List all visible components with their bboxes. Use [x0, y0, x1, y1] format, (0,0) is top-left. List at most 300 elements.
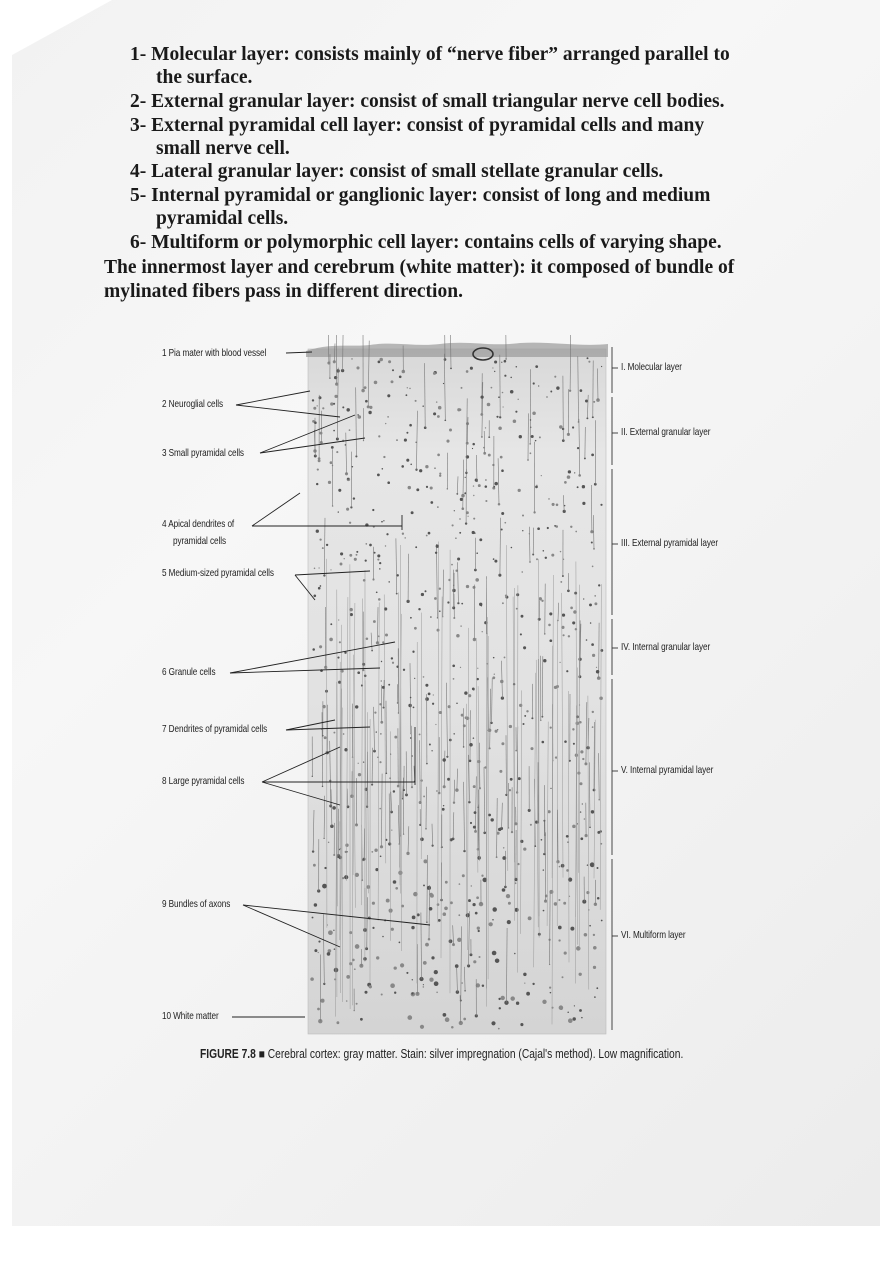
cell-dot [485, 479, 487, 481]
cell-dot [419, 469, 422, 472]
cell-dot [372, 509, 374, 511]
cell-dot [318, 587, 321, 590]
cell-dot [517, 399, 518, 400]
cell-dot [494, 360, 497, 363]
cell-dot [559, 662, 560, 663]
cell-dot [563, 902, 566, 905]
cell-dot [316, 530, 319, 533]
cell-dot [508, 902, 511, 905]
cell-dot [435, 552, 437, 554]
cell-dot [423, 884, 425, 886]
cell-dot [388, 684, 390, 686]
cell-dot [386, 533, 388, 535]
cell-dot [492, 951, 497, 956]
cell-dot [312, 399, 314, 401]
cell-dot [539, 436, 541, 438]
cell-dot [392, 369, 394, 371]
cell-dot [420, 1025, 424, 1029]
cell-dot [459, 883, 461, 885]
cell-dot [572, 621, 575, 624]
cell-dot [545, 557, 547, 559]
cell-dot [371, 851, 373, 853]
cell-dot [501, 469, 504, 472]
cell-dot [379, 808, 381, 810]
cell-dot [559, 866, 561, 868]
cell-dot [373, 620, 376, 623]
cell-dot [356, 551, 358, 553]
cell-dot [523, 646, 526, 649]
cell-dot [313, 594, 316, 597]
cell-dot [439, 711, 442, 714]
cell-dot [446, 440, 449, 443]
cell-dot [480, 395, 483, 398]
cell-dot [454, 510, 455, 511]
cell-dot [346, 1000, 348, 1002]
cell-dot [504, 656, 506, 658]
cell-dot [556, 504, 559, 507]
cell-dot [523, 847, 526, 850]
cell-dot [562, 976, 564, 978]
cell-dot [584, 933, 588, 937]
cell-dot [425, 465, 428, 468]
cell-dot [437, 454, 440, 457]
cell-dot [428, 693, 431, 696]
cell-dot [377, 473, 380, 476]
cell-dot [412, 916, 416, 920]
cortex-figure [140, 335, 760, 1055]
cell-dot [502, 392, 504, 394]
cell-dot [372, 927, 374, 929]
label-layer-ii: II. External granular layer [621, 426, 711, 438]
cell-dot [492, 907, 496, 911]
cell-dot [567, 841, 568, 842]
cell-dot [429, 978, 433, 982]
cell-dot [501, 996, 505, 1000]
cell-dot [472, 448, 473, 449]
label-pia-mater: 1 Pia mater with blood vessel [162, 347, 267, 359]
cell-dot [391, 657, 393, 659]
cell-dot [541, 741, 544, 744]
cell-dot [328, 842, 329, 843]
cell-dot [422, 405, 424, 407]
cell-dot [570, 607, 573, 610]
cell-dot [399, 942, 401, 944]
cell-dot [530, 824, 532, 826]
cell-dot [494, 371, 495, 372]
cell-dot [583, 598, 584, 599]
cell-dot [456, 702, 458, 704]
cell-dot [333, 403, 335, 405]
cell-dot [503, 847, 504, 848]
cell-dot [426, 486, 428, 488]
cell-dot [434, 981, 439, 986]
cell-dot [408, 486, 411, 489]
cell-dot [495, 958, 500, 963]
cell-dot [453, 678, 455, 680]
label-neuroglial-cells: 2 Neuroglial cells [162, 398, 223, 410]
cell-dot [394, 992, 396, 994]
cell-dot [498, 998, 500, 1000]
cell-dot [331, 446, 334, 449]
cell-dot [432, 703, 434, 705]
cell-dot [463, 724, 466, 727]
cell-dot [439, 473, 441, 475]
cell-dot [322, 547, 324, 549]
cell-dot [445, 1017, 450, 1022]
cell-dot [481, 875, 483, 877]
cell-dot [509, 789, 511, 791]
cell-dot [461, 603, 463, 605]
cell-dot [415, 400, 417, 402]
cell-dot [357, 671, 360, 674]
cell-dot [465, 477, 466, 478]
cell-dot [522, 530, 523, 531]
list-item-1-cont: the surface. [156, 67, 253, 88]
cell-dot [433, 412, 436, 415]
cell-dot [568, 470, 571, 473]
cell-dot [473, 586, 476, 589]
cell-dot [463, 1018, 466, 1021]
cell-dot [567, 475, 571, 479]
cell-dot [598, 584, 600, 586]
cell-dot [482, 631, 483, 632]
cell-dot [337, 657, 339, 659]
cell-dot [586, 639, 588, 641]
cell-dot [394, 966, 397, 969]
cell-dot [548, 810, 551, 813]
cell-dot [479, 603, 482, 606]
cell-dot [406, 432, 408, 434]
cell-dot [365, 560, 367, 562]
caption-text: Cerebral cortex: gray matter. Stain: silver impregnation (Cajal's method). Low magnification. [267, 1047, 684, 1061]
cell-dot [492, 919, 494, 921]
cell-dot [450, 901, 453, 904]
cell-dot [575, 628, 577, 630]
cell-dot [430, 501, 433, 504]
cell-dot [414, 678, 415, 679]
cell-dot [549, 639, 552, 642]
cell-dot [570, 526, 572, 528]
cell-dot [593, 966, 596, 969]
cell-dot [510, 778, 513, 781]
cell-dot [387, 481, 390, 484]
cell-dot [338, 489, 341, 492]
cell-dot [515, 411, 517, 413]
cell-dot [379, 562, 381, 564]
cell-dot [596, 987, 598, 989]
cell-dot [554, 376, 556, 378]
cell-dot [591, 643, 594, 646]
figure-caption [200, 1047, 683, 1061]
cell-dot [575, 531, 577, 533]
cell-dot [312, 917, 314, 919]
cell-dot [423, 859, 427, 863]
cell-dot [320, 999, 324, 1003]
cell-dot [518, 777, 521, 780]
cell-dot [475, 578, 479, 582]
cell-dot [313, 407, 316, 410]
cell-dot [437, 415, 440, 418]
cell-dot [394, 736, 397, 739]
cell-dot [396, 439, 397, 440]
cell-dot [535, 440, 537, 442]
cell-dot [434, 597, 437, 600]
cell-dot [423, 986, 425, 988]
cell-dot [314, 421, 317, 424]
cell-dot [496, 416, 498, 418]
cell-dot [385, 423, 386, 424]
cell-dot [513, 683, 515, 685]
cell-dot [561, 864, 565, 868]
cell-dot [444, 906, 448, 910]
cell-dot [495, 730, 498, 733]
cell-dot [574, 1005, 575, 1006]
cell-dot [447, 601, 449, 603]
cell-dot [519, 435, 522, 438]
cell-dot [428, 532, 431, 535]
cell-dot [535, 365, 538, 368]
cell-dot [434, 970, 438, 974]
cell-dot [474, 532, 476, 534]
cell-dot [473, 485, 474, 486]
cell-dot [501, 528, 503, 530]
cell-dot [403, 669, 405, 671]
cell-dot [462, 874, 465, 877]
cell-dot [594, 595, 596, 597]
cell-dot [473, 689, 475, 691]
cell-dot [521, 615, 524, 618]
cell-dot [587, 357, 589, 359]
cell-dot [516, 608, 518, 610]
cell-dot [573, 743, 575, 745]
cell-dot [381, 521, 383, 523]
cell-dot [564, 740, 567, 743]
cell-dot [393, 790, 395, 792]
cell-dot [421, 593, 424, 596]
cell-dot [343, 733, 345, 735]
cell-dot [591, 541, 593, 543]
cell-dot [438, 406, 442, 410]
cell-dot [549, 612, 552, 615]
cell-dot [514, 953, 516, 955]
cell-dot [395, 887, 398, 890]
cell-dot [597, 897, 600, 900]
cell-dot [504, 375, 506, 377]
cell-dot [363, 761, 364, 762]
cell-dot [436, 992, 438, 994]
cell-dot [314, 949, 317, 952]
cell-dot [448, 579, 450, 581]
cell-dot [381, 661, 382, 662]
cell-dot [349, 429, 351, 431]
caption-bullet: ■ [258, 1047, 265, 1061]
cell-dot [566, 869, 569, 872]
list-item-3: 3- External pyramidal cell layer: consist of pyramidal cells and many [130, 115, 705, 136]
cell-dot [597, 867, 599, 869]
cell-dot [458, 914, 460, 916]
cell-dot [439, 475, 441, 477]
cell-dot [425, 697, 429, 701]
cell-dot [592, 726, 594, 728]
cell-dot [477, 668, 478, 669]
cell-dot [466, 370, 469, 373]
cell-dot [396, 574, 398, 576]
cell-dot [349, 931, 352, 934]
cell-dot [552, 503, 555, 506]
cell-dot [380, 733, 381, 734]
cell-dot [502, 888, 506, 892]
cell-dot [564, 952, 567, 955]
label-small-pyramidal-cells: 3 Small pyramidal cells [162, 447, 244, 459]
cell-dot [502, 602, 504, 604]
cell-dot [346, 851, 348, 853]
cell-dot [551, 1007, 553, 1009]
cell-dot [439, 587, 441, 589]
cell-dot [513, 420, 517, 424]
cell-dot [492, 464, 494, 466]
cell-dot [407, 1015, 412, 1020]
cell-dot [542, 1000, 546, 1004]
cell-dot [506, 894, 510, 898]
cell-dot [431, 750, 432, 751]
cell-dot [586, 891, 589, 894]
cell-dot [464, 492, 466, 494]
cell-dot [318, 941, 320, 943]
cell-dot [473, 960, 476, 963]
cell-dot [365, 543, 367, 545]
cell-dot [584, 818, 586, 820]
cell-dot [502, 406, 503, 407]
cell-dot [543, 910, 545, 912]
cell-dot [423, 795, 425, 797]
cell-dot [489, 922, 493, 926]
cell-dot [497, 729, 498, 730]
cell-dot [579, 1009, 582, 1012]
cell-dot [415, 546, 417, 548]
cell-dot [491, 1021, 495, 1025]
cell-dot [567, 1011, 569, 1013]
cell-dot [449, 429, 452, 432]
cell-dot [429, 907, 433, 911]
label-apical-dendrites: 4 Apical dendrites of [162, 518, 235, 530]
cell-dot [536, 485, 538, 487]
cell-dot [358, 415, 362, 419]
cell-dot [473, 737, 475, 739]
cell-dot [421, 779, 423, 781]
cell-dot [550, 391, 552, 393]
cell-dot [382, 641, 384, 643]
cell-dot [379, 568, 381, 570]
cell-dot [355, 873, 359, 877]
cell-dot [411, 926, 414, 929]
cell-dot [581, 1017, 583, 1019]
cell-dot [472, 903, 475, 906]
cell-dot [504, 522, 506, 524]
cell-dot [355, 705, 358, 708]
closing-paragraph-line-2: mylinated fibers pass in different direction. [104, 281, 463, 302]
cell-dot [491, 387, 493, 389]
cell-dot [471, 885, 472, 886]
cell-dot [409, 388, 411, 390]
cell-dot [425, 590, 427, 592]
cell-dot [314, 568, 316, 570]
cell-dot [410, 617, 412, 619]
cell-dot [526, 992, 530, 996]
cell-dot [501, 512, 504, 515]
cell-dot [436, 790, 437, 791]
cell-dot [429, 744, 431, 746]
cell-dot [566, 670, 568, 672]
cell-dot [377, 554, 380, 557]
cell-dot [601, 366, 602, 367]
cell-dot [380, 855, 382, 857]
cell-dot [411, 755, 413, 757]
cell-dot [541, 600, 543, 602]
cell-dot [558, 899, 560, 901]
cell-dot [507, 920, 511, 924]
cell-dot [465, 716, 468, 719]
cell-dot [537, 527, 540, 530]
cell-dot [346, 408, 349, 411]
cell-dot [318, 567, 319, 568]
cell-dot [492, 676, 495, 679]
cell-dot [492, 367, 493, 368]
list-item-4: 4- Lateral granular layer: consist of small stellate granular cells. [130, 161, 664, 182]
cell-dot [412, 979, 413, 980]
cell-dot [376, 731, 377, 732]
cell-dot [381, 993, 383, 995]
cell-dot [404, 537, 406, 539]
cell-dot [582, 502, 585, 505]
cell-dot [391, 829, 392, 830]
cell-dot [437, 629, 440, 632]
cell-dot [349, 962, 352, 965]
cell-dot [339, 641, 341, 643]
cell-dot [353, 497, 355, 499]
cell-dot [445, 881, 448, 884]
cell-dot [316, 483, 318, 485]
cell-dot [530, 419, 531, 420]
list-item-5: 5- Internal pyramidal or ganglionic layer: consist of long and medium [130, 185, 711, 206]
cell-dot [382, 686, 385, 689]
cell-dot [457, 938, 461, 942]
cell-dot [390, 983, 395, 988]
cell-dot [580, 782, 583, 785]
cell-dot [482, 984, 484, 986]
cell-dot [485, 485, 488, 488]
cell-dot [405, 394, 407, 396]
cell-dot [423, 676, 425, 678]
cell-dot [546, 396, 548, 398]
cell-dot [587, 864, 589, 866]
cell-dot [333, 930, 334, 931]
cell-dot [391, 380, 394, 383]
cell-dot [322, 407, 324, 409]
cell-dot [328, 481, 331, 484]
cell-dot [600, 649, 603, 652]
label-layer-i: I. Molecular layer [621, 361, 682, 373]
cell-dot [401, 465, 404, 468]
cell-dot [459, 518, 460, 519]
cell-dot [324, 867, 326, 869]
cell-dot [474, 811, 477, 814]
cell-dot [382, 468, 384, 470]
body-text [0, 0, 893, 310]
cell-dot [501, 362, 502, 363]
cell-dot [500, 456, 503, 459]
cell-dot [382, 936, 384, 938]
cell-dot [360, 1018, 363, 1021]
